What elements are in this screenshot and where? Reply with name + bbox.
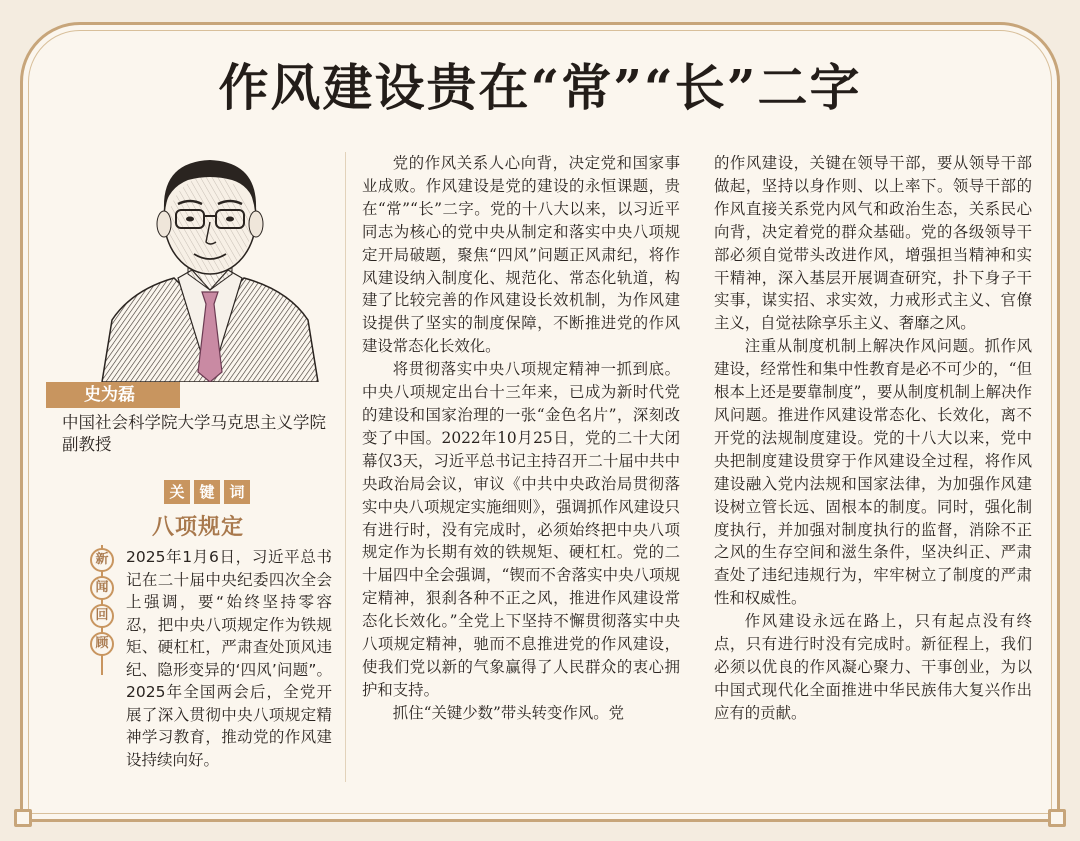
- author-name: 史为磊: [84, 385, 135, 405]
- news-review-body: 2025年1月6日，习近平总书记在二十届中央纪委四次全会上强调，要“始终坚持零容忍，把中央八项规定作为铁规矩、硬杠杠，严肃查处顶风违纪、隐形变异的‘四风’问题”。2025年全国两会后，全党开展了深入贯彻中央八项规定精神学习教育，推动党的作风建设持续向好。: [126, 548, 332, 769]
- article-column-2: [714, 152, 1032, 725]
- news-review-label-char: 顾: [90, 632, 114, 656]
- article-paragraph: 党的作风关系人心向背，决定党和国家事业成败。作风建设是党的建设的永恒课题，贵在“常”“长”二字。党的十八大以来，以习近平同志为核心的党中央从制定和落实中央八项规定开局破题，聚焦“四风”问题正风肃纪，将作风建设纳入制度化、规范化、常态化轨道，构建了比较完善的作风建设长效机制，为作风建设提供了坚实的制度保障，不断推进党的作风建设常态化长效化。: [362, 154, 680, 356]
- keyword-term: 八项规定: [151, 515, 244, 540]
- frame-corner-ornament: [14, 809, 32, 827]
- column-divider: [345, 152, 346, 782]
- frame-corner-ornament: [1048, 809, 1066, 827]
- author-name-tag: [46, 382, 180, 408]
- author-affiliation: 中国社会科学院大学马克思主义学院副教授: [62, 413, 326, 454]
- article-paragraph: 的作风建设，关键在领导干部，要从领导干部做起，坚持以身作则、以上率下。领导干部的作风直接关系党内风气和政治生态，关系民心向背，决定着党的群众基础。党的各级领导干部必须自觉带头改进作风，增强担当精神和实干精神，深入基层开展调查研究，扑下身子干实事，谋实招、求实效，力戒形式主义、官僚主义，自觉祛除享乐主义、奢靡之风。: [714, 154, 1032, 333]
- author-portrait-illustration: [92, 150, 328, 382]
- news-review-label-char: 闻: [90, 576, 114, 600]
- article-paragraph: 抓住“关键少数”带头转变作风。党: [392, 703, 625, 722]
- article-paragraph: 将贯彻落实中央八项规定精神一抓到底。中央八项规定出台十三年来，已成为新时代党的建设和国家治理的一张“金色名片”，深刻改变了中国。2022年10月25日，党的二十大闭幕仅3天，习近平总书记主持召开二十届中共中央政治局会议，审议《中共中央政治局贯彻落实中央八项规定实施细则》，强调抓作风建设只有进行时，没有完成时，必须始终把中央八项规定作为长期有效的铁规矩、硬杠杠。党的二十届四中全会强调，“锲而不舍落实中央八项规定精神，狠刹各种不正之风，推进作风建设常态化长效化。”全党上下坚持不懈贯彻落实中央八项规定精神，驰而不息推进党的作风建设，使我们党以新的气象赢得了人民群众的衷心拥护和支持。: [362, 360, 680, 699]
- author-portrait: [92, 150, 328, 382]
- article-paragraph: 注重从制度机制上解决作风问题。抓作风建设，经常性和集中性教育是必不可少的，“但根本上还是要靠制度”，要从制度机制上解决作风问题。推进作风建设常态化、长效化，离不开党的法规制度建设。党的十八大以来，党中央把制度建设贯穿于作风建设全过程，将作风建设融入党内法规和国家法律，为加强作风建设树立管长远、固根本的制度。同时，强化制度执行，并加强对制度执行的监督，消除不正之风的生存空间和滋生条件，坚决纠正、严肃查处了违纪违规行为，牢牢树立了制度的严肃性和权威性。: [714, 337, 1032, 608]
- article-column-1: [362, 152, 680, 725]
- news-review-label: [90, 548, 114, 656]
- article-title: 作风建设贵在“常”“长”二字: [218, 58, 862, 117]
- news-review-label-char: 新: [90, 548, 114, 572]
- article-paragraph: 作风建设永远在路上，只有起点没有终点，只有进行时没有完成时。新征程上，我们必须以优良的作风凝心聚力、干事创业，为以中国式现代化全面推进中华民族伟大复兴作出应有的贡献。: [714, 612, 1032, 722]
- keyword-label-char: 词: [224, 480, 250, 504]
- keyword-label: [164, 480, 250, 504]
- keyword-label-char: 关: [164, 480, 190, 504]
- keyword-label-char: 键: [194, 480, 220, 504]
- news-review-label-char: 回: [90, 604, 114, 628]
